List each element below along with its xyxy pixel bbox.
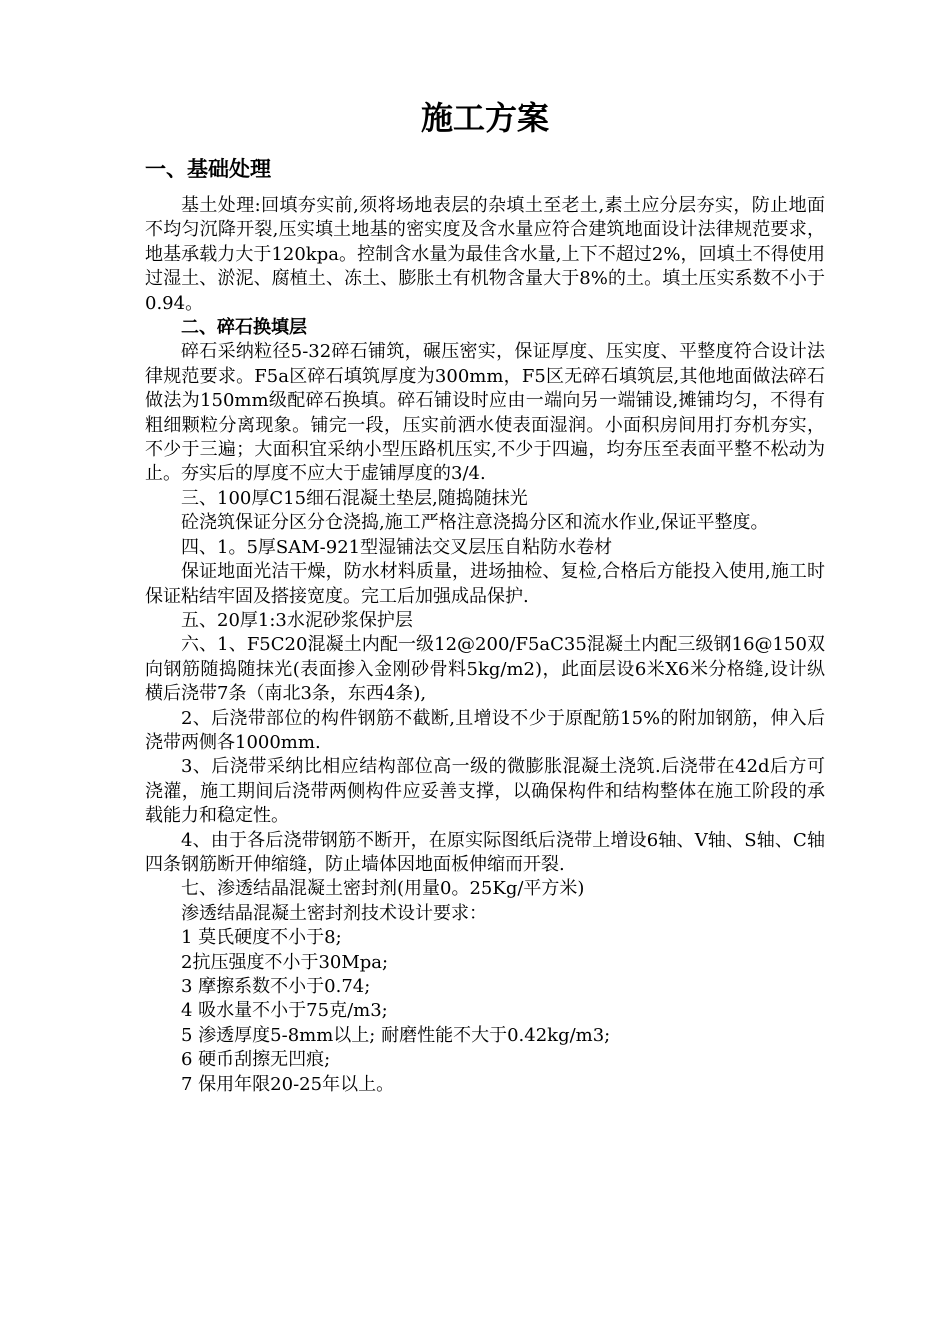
paragraph-reinforcement-3: 3、后浇带采纳比相应结构部位高一级的微膨胀混凝土浇筑.后浇带在42d后方可浇灌，施工期间后浇带两侧构件应妥善支撑，以确保构件和结构整体在施工阶段的承载能力和稳定性。 <box>145 756 825 827</box>
heading-concrete-cushion: 三、100厚C15细石混凝土垫层,随捣随抹光 <box>181 487 528 509</box>
list-item: 7 保用年限20-25年以上。 <box>181 1073 395 1095</box>
paragraph-reinforcement-1: 六、1、F5C20混凝土内配一级12@200/F5aC35混凝土内配三级钢16@150双向钢筋随捣随抹光(表面掺入金刚砂骨料5kg/m2)，此面层设6米X6米分格缝,设计纵横后浇带7条（南北3条，东西4条), <box>145 634 825 705</box>
paragraph-reinforcement-2: 2、后浇带部位的构件钢筋不截断,且增设不少于原配筋15%的附加钢筋，伸入后浇带两侧各1000mm. <box>145 707 825 753</box>
paragraph-soil-treatment: 基土处理:回填夯实前,须将场地表层的杂填土至老土,素土应分层夯实，防止地面不均匀沉降开裂,压实填土地基的密实度及含水量应符合建筑地面设计法律规范要求，地基承载力大于120kpa。控制含水量为最佳含水量,上下不超过2%，回填土不得使用过湿土、淤泥、腐植土、冻土、膨胀土有机物含量大于8%的土。填土压实系数不小于0.94。 <box>145 195 825 314</box>
list-item: 1 莫氏硬度不小于8; <box>181 927 342 949</box>
paragraph-sealant-requirements: 渗透结晶混凝土密封剂技术设计要求： <box>181 902 487 924</box>
heading-mortar-layer: 五、20厚1:3水泥砂浆保护层 <box>181 609 413 631</box>
list-item: 5 渗透厚度5-8mm以上; 耐磨性能不大于0.42kg/m3; <box>181 1024 611 1046</box>
heading-waterproof-membrane: 四、1。5厚SAM-921型湿铺法交叉层压自粘防水卷材 <box>181 536 613 558</box>
paragraph-waterproof: 保证地面光洁干燥，防水材料质量，进场抽检、复检,合格后方能投入使用,施工时保证粘结牢固及搭接宽度。完工后加强成品保护. <box>145 561 825 607</box>
list-item: 3 摩擦系数不小于0.74; <box>181 976 371 997</box>
heading-gravel-layer: 二、碎石换填层 <box>181 317 307 339</box>
section-heading-foundation: 一、基础处理 <box>145 156 271 181</box>
list-item: 4 吸水量不小于75克/m3; <box>181 1000 388 1022</box>
paragraph-gravel: 碎石采纳粒径5-32碎石铺筑，碾压密实，保证厚度、压实度、平整度符合设计法律规范要求。F5a区碎石填筑厚度为300mm，F5区无碎石填筑层,其他地面做法碎石做法为150mm级配碎石换填。碎石铺设时应由一端向另一端铺设,摊铺均匀，不得有粗细颗粒分离现象。铺完一段，压实前洒水使表面湿润。小面积房间用打夯机夯实，不少于三遍；大面积宜采纳小型压路机压实,不少于四遍，均夯压至表面平整不松动为止。夯实后的厚度不应大于虚铺厚度的3/4. <box>145 341 825 485</box>
list-item: 2抗压强度不小于30Mpa; <box>181 951 389 973</box>
list-item: 6 硬币刮擦无凹痕; <box>181 1049 331 1071</box>
document-page <box>145 98 825 1097</box>
document-title: 施工方案 <box>420 99 549 137</box>
paragraph-reinforcement-4: 4、由于各后浇带钢筋不断开，在原实际图纸后浇带上增设6轴、V轴、S轴、C轴四条钢筋断开伸缩缝，防止墙体因地面板伸缩而开裂. <box>145 829 825 875</box>
heading-sealant: 七、渗透结晶混凝土密封剂(用量0。25Kg/平方米) <box>181 878 585 900</box>
paragraph-concrete-pour: 砼浇筑保证分区分仓浇捣,施工严格注意浇捣分区和流水作业,保证平整度。 <box>181 512 769 534</box>
